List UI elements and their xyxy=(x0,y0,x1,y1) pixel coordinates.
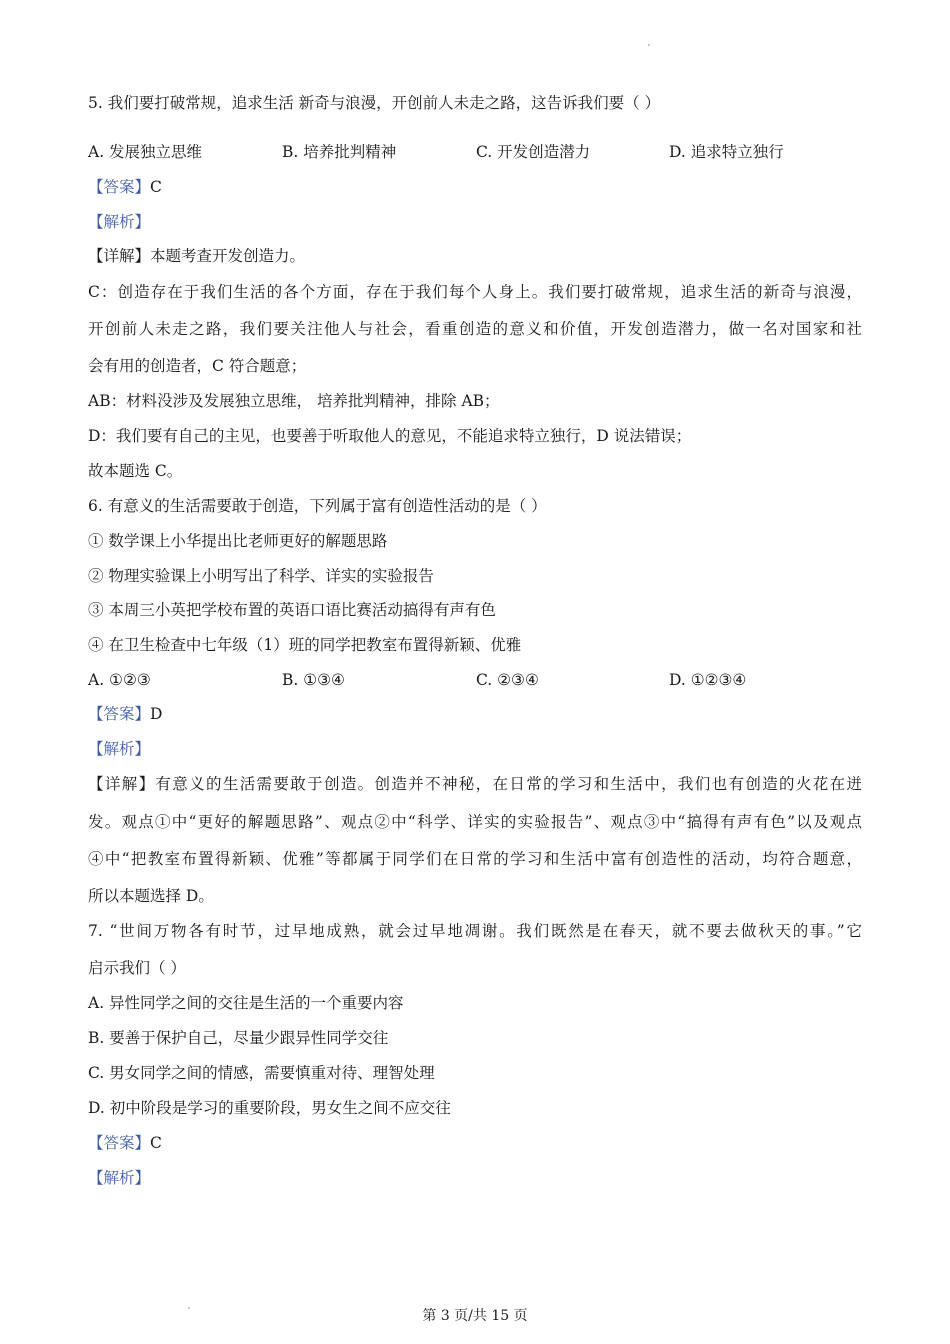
q7-option-a: A. 异性同学之间的交往是生活的一个重要内容 xyxy=(88,994,404,1012)
detail-tag: 【详解】 xyxy=(88,247,151,265)
q5-option-a: A. 发展独立思维 xyxy=(88,143,203,161)
q5-detail-line: 会有用的创造者，C 符合题意； xyxy=(88,357,307,375)
answer-tag: 【答案】 xyxy=(88,705,151,723)
q5-detail-line: 开创前人未走之路，我们要关注他人与社会，看重创造的意义和价值，开发创造潜力，做一名对国家和社 xyxy=(88,320,862,338)
q6-item: ② 物理实验课上小明写出了科学、详实的实验报告 xyxy=(88,567,434,585)
q7-stem: 启示我们（ ） xyxy=(88,959,186,977)
q6-option-a: A. ①②③ xyxy=(88,671,151,689)
q6-detail-line: 所以本题选择 D。 xyxy=(88,887,214,905)
q6-detail xyxy=(88,773,862,795)
q7-stem: 7. “世间万物各有时节，过早地成熟，就会过早地凋谢。我们既然是在春天，就不要去做秋天的事。”它 xyxy=(88,922,862,940)
detail-tag: 【详解】 xyxy=(88,775,156,793)
q6-item: ③ 本周三小英把学校布置的英语口语比赛活动搞得有声有色 xyxy=(88,601,496,619)
q5-stem: 5. 我们要打破常规，追求生活 新奇与浪漫，开创前人未走之路，这告诉我们要（ ） xyxy=(88,94,661,112)
q5-analysis-tag: 【解析】 xyxy=(88,213,151,231)
q5-detail-line: AB：材料没涉及发展独立思维， 培养批判精神，排除 AB； xyxy=(88,392,500,410)
q6-option-d: D. ①②③④ xyxy=(669,671,747,689)
q5-detail xyxy=(88,245,305,267)
q7-answer xyxy=(88,1132,162,1154)
q6-item: ④ 在卫生检查中七年级（1）班的同学把教室布置得新颖、优雅 xyxy=(88,636,522,654)
q7-option-c: C. 男女同学之间的情感，需要慎重对待、理智处理 xyxy=(88,1064,435,1082)
detail-text: 有意义的生活需要敢于创造。创造并不神秘，在日常的学习和生活中，我们也有创造的火花在迸 xyxy=(155,775,862,793)
answer-value: C xyxy=(150,178,162,196)
q6-answer xyxy=(88,703,162,725)
q5-option-b: B. 培养批判精神 xyxy=(282,143,397,161)
q6-option-b: B. ①③④ xyxy=(282,671,345,689)
q7-option-b: B. 要善于保护自己，尽量少跟异性同学交往 xyxy=(88,1029,389,1047)
answer-tag: 【答案】 xyxy=(88,178,151,196)
q6-detail-line: ④中“把教室布置得新颖、优雅”等都属于同学们在日常的学习和生活中富有创造性的活动，均符合题意， xyxy=(88,850,862,868)
q5-answer xyxy=(88,176,162,198)
detail-text: 本题考查开发创造力。 xyxy=(150,247,306,265)
page-number: 第 3 页/共 15 页 xyxy=(422,1308,528,1324)
q7-analysis-tag: 【解析】 xyxy=(88,1169,151,1187)
q6-detail-line: 发。观点①中“更好的解题思路”、观点②中“科学、详实的实验报告”、观点③中“搞得有声有色”以及观点 xyxy=(88,813,862,831)
answer-value: C xyxy=(150,1134,162,1152)
q5-detail-line: D：我们要有自己的主见，也要善于听取他人的意见，不能追求特立独行，D 说法错误； xyxy=(88,427,692,445)
scan-dot xyxy=(648,44,650,46)
q6-item: ① 数学课上小华提出比老师更好的解题思路 xyxy=(88,532,388,550)
answer-tag: 【答案】 xyxy=(88,1134,151,1152)
q6-analysis-tag: 【解析】 xyxy=(88,740,151,758)
q7-option-d: D. 初中阶段是学习的重要阶段，男女生之间不应交往 xyxy=(88,1099,451,1117)
q6-option-c: C. ②③④ xyxy=(476,671,539,689)
q5-detail-line: 故本题选 C。 xyxy=(88,462,183,480)
q5-option-c: C. 开发创造潜力 xyxy=(476,143,591,161)
q6-stem: 6. 有意义的生活需要敢于创造，下列属于富有创造性活动的是（ ） xyxy=(88,497,547,515)
q5-detail-line: C：创造存在于我们生活的各个方面，存在于我们每个人身上。我们要打破常规，追求生活的新奇与浪漫， xyxy=(88,283,862,301)
answer-value: D xyxy=(150,705,163,723)
q5-option-d: D. 追求特立独行 xyxy=(669,143,784,161)
